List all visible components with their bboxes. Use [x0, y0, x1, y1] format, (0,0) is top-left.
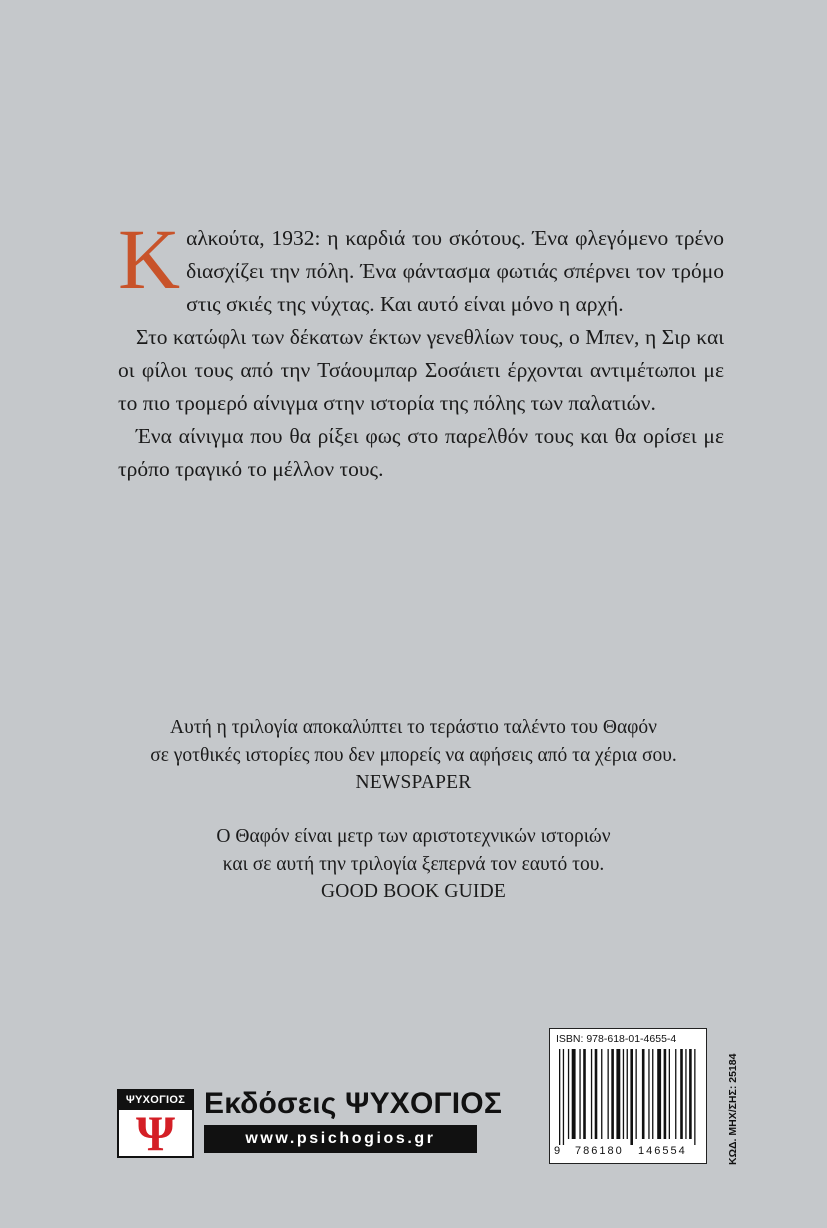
review-quote-1	[0, 714, 827, 797]
blurb-paragraph-1	[118, 211, 724, 321]
quote-line: σε γοτθικές ιστορίες που δεν μπορείς να αφήσεις από τα χέρια σου.	[150, 744, 677, 766]
logo-wordmark: ΨΥΧΟΓΙΟΣ	[119, 1091, 192, 1110]
review-quote-2	[0, 823, 827, 906]
quote-source: GOOD BOOK GUIDE	[321, 881, 506, 902]
psi-logo-icon: Ψ	[136, 1105, 175, 1161]
blurb-paragraph-3: Ένα αίνιγμα που θα ρίξει φως στο παρελθόν τους και θα ορίσει με τρόπο τραγικό το μέλλον τους.	[118, 424, 724, 481]
quote-line: Αυτή η τριλογία αποκαλύπτει το τεράστιο ταλέντο του Θαφόν	[170, 717, 657, 738]
blurb-paragraph-2: Στο κατώφλι των δέκατων έκτων γενεθλίων τους, ο Μπεν, η Σιρ και οι φίλοι τους από την Τσάουμπαρ Σοσάιετι έρχονται αντιμέτωποι με το πιο τρομερό αίνιγμα στην ιστορία της πόλης των παλατιών.	[118, 325, 724, 415]
barcode-digits-right: 146554	[638, 1145, 687, 1157]
blurb	[118, 211, 724, 486]
quote-line: και σε αυτή την τριλογία ξεπερνά τον εαυτό του.	[222, 853, 605, 875]
product-code: ΚΩΔ. ΜΗΧ/ΣΗΣ: 25184	[727, 1053, 739, 1165]
publisher-logo	[117, 1089, 194, 1161]
isbn-label: ISBN: 978-618-01-4655-4	[556, 1033, 677, 1045]
quote-source: NEWSPAPER	[355, 772, 472, 793]
barcode-digit-lead: 9	[554, 1145, 561, 1157]
quote-line: Ο Θαφόν είναι μετρ των αριστοτεχνικών ιστοριών	[216, 826, 611, 847]
barcode-digits-left: 786180	[575, 1145, 624, 1157]
blurb-paragraph-1-text: αλκούτα, 1932: η καρδιά του σκότους. Ένα φλεγόμενο τρένο διασχίζει την πόλη. Ένα φάντασμα φωτιάς σπέρνει τον τρόμο στις σκιές της νύχτας. Και αυτό είναι μόνο η αρχή.	[186, 226, 724, 316]
drop-cap: Κ	[118, 211, 181, 307]
barcode-box	[549, 1028, 707, 1164]
barcode-bars	[558, 1049, 700, 1145]
publisher-name: Εκδόσεις ΨΥΧΟΓΙΟΣ	[204, 1087, 503, 1120]
publisher-website: www.psichogios.gr	[204, 1125, 477, 1153]
